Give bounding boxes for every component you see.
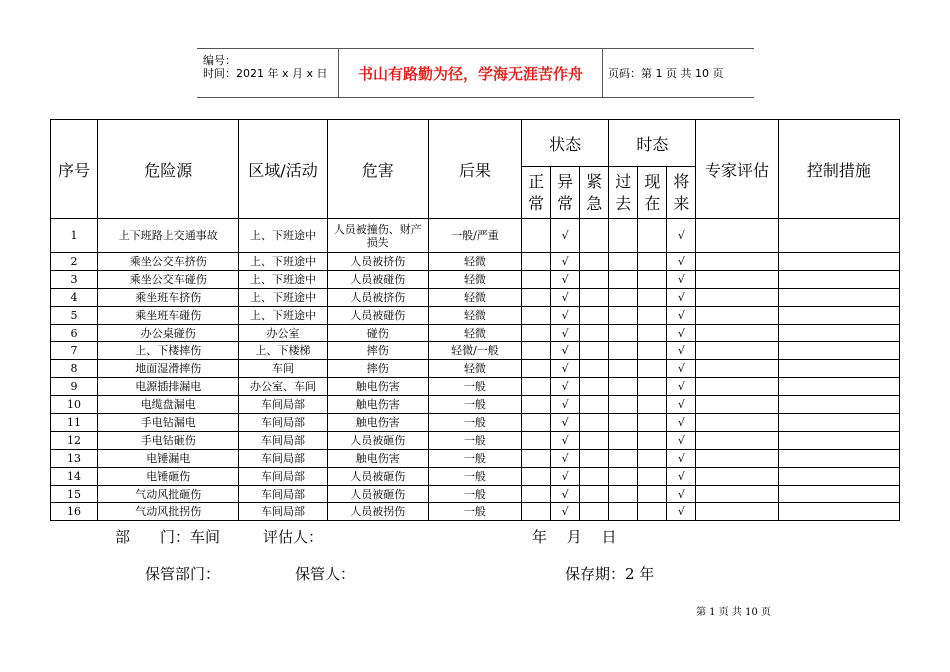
header-state-emergency: 紧急 [580, 167, 609, 219]
row-hazard: 乘坐公交车挤伤 [98, 253, 239, 271]
row-hazard: 乘坐班车碰伤 [98, 306, 239, 324]
row-no: 6 [51, 324, 98, 342]
table-row [51, 270, 900, 288]
row-hazard: 电源插排漏电 [98, 378, 239, 396]
header-state-normal: 正常 [522, 167, 551, 219]
header-tense-past: 过去 [609, 167, 638, 219]
header-state: 状态 [522, 120, 609, 167]
row-state-emergency [580, 396, 609, 414]
row-consequence: 轻微/一般 [428, 342, 521, 360]
row-state-abnormal: √ [551, 449, 580, 467]
row-state-abnormal: √ [551, 431, 580, 449]
retention-label: 保存期：2 年 [565, 565, 655, 583]
row-state-normal [522, 324, 551, 342]
row-tense-present [638, 360, 667, 378]
table-row [51, 342, 900, 360]
row-control [778, 219, 899, 253]
row-state-abnormal: √ [551, 467, 580, 485]
row-hazard: 手电钻砸伤 [98, 431, 239, 449]
row-tense-past [609, 414, 638, 432]
row-hazard: 电缆盘漏电 [98, 396, 239, 414]
row-tense-past [609, 431, 638, 449]
row-area: 车间局部 [239, 485, 327, 503]
row-area: 上、下楼梯 [239, 342, 327, 360]
row-hazard: 乘坐班车挤伤 [98, 288, 239, 306]
row-harm: 触电伤害 [327, 449, 428, 467]
row-consequence: 一般 [428, 449, 521, 467]
row-tense-present [638, 306, 667, 324]
row-tense-present [638, 378, 667, 396]
row-tense-present [638, 270, 667, 288]
row-hazard: 电锤砸伤 [98, 467, 239, 485]
row-expert [696, 414, 778, 432]
header-harm: 危害 [327, 120, 428, 219]
row-state-emergency [580, 378, 609, 396]
row-area: 上、下班途中 [239, 288, 327, 306]
table-row [51, 378, 900, 396]
row-state-emergency [580, 503, 609, 521]
row-control [778, 342, 899, 360]
row-tense-future: √ [667, 342, 696, 360]
row-control [778, 396, 899, 414]
row-state-normal [522, 342, 551, 360]
row-expert [696, 253, 778, 271]
row-tense-past [609, 306, 638, 324]
row-consequence: 轻微 [428, 360, 521, 378]
row-hazard: 电锤漏电 [98, 449, 239, 467]
number-label: 编号： [203, 54, 236, 67]
row-consequence: 一般 [428, 414, 521, 432]
header-expert: 专家评估 [696, 120, 778, 219]
header-consequence: 后果 [428, 120, 521, 219]
row-tense-future: √ [667, 324, 696, 342]
row-control [778, 253, 899, 271]
row-area: 车间局部 [239, 467, 327, 485]
row-tense-present [638, 503, 667, 521]
row-tense-present [638, 485, 667, 503]
row-hazard: 办公桌碰伤 [98, 324, 239, 342]
row-tense-future: √ [667, 431, 696, 449]
row-tense-future: √ [667, 503, 696, 521]
row-hazard: 上下班路上交通事故 [98, 219, 239, 253]
row-state-normal [522, 396, 551, 414]
row-tense-past [609, 270, 638, 288]
row-state-emergency [580, 414, 609, 432]
row-tense-past [609, 449, 638, 467]
row-harm: 人员被碰伤 [327, 306, 428, 324]
row-tense-past [609, 288, 638, 306]
row-state-normal [522, 306, 551, 324]
header-tense-present: 现在 [638, 167, 667, 219]
row-no: 3 [51, 270, 98, 288]
row-state-abnormal: √ [551, 485, 580, 503]
table-row [51, 485, 900, 503]
page-label: 页码：第 1 页 共 10 页 [608, 67, 724, 80]
row-tense-past [609, 503, 638, 521]
row-no: 12 [51, 431, 98, 449]
row-harm: 触电伤害 [327, 378, 428, 396]
header-state-abnormal: 异常 [551, 167, 580, 219]
department-label: 部 门：车间 [115, 528, 221, 546]
row-no: 16 [51, 503, 98, 521]
row-state-normal [522, 485, 551, 503]
table-row [51, 253, 900, 271]
row-expert [696, 219, 778, 253]
table-row [51, 503, 900, 521]
row-state-normal [522, 467, 551, 485]
table-row [51, 288, 900, 306]
row-no: 2 [51, 253, 98, 271]
row-state-normal [522, 431, 551, 449]
row-area: 车间局部 [239, 431, 327, 449]
table-row [51, 324, 900, 342]
row-state-normal [522, 360, 551, 378]
row-state-normal [522, 253, 551, 271]
row-tense-past [609, 324, 638, 342]
row-expert [696, 449, 778, 467]
header-hazard: 危险源 [98, 120, 239, 219]
row-control [778, 288, 899, 306]
row-state-emergency [580, 306, 609, 324]
page-number: 第 1 页 共 10 页 [696, 607, 771, 618]
row-tense-present [638, 342, 667, 360]
row-state-emergency [580, 219, 609, 253]
row-expert [696, 485, 778, 503]
row-no: 11 [51, 414, 98, 432]
row-hazard: 上、下楼摔伤 [98, 342, 239, 360]
row-harm: 人员被砸伤 [327, 485, 428, 503]
row-tense-future: √ [667, 485, 696, 503]
row-no: 7 [51, 342, 98, 360]
table-row [51, 467, 900, 485]
document-header [197, 48, 754, 98]
row-control [778, 270, 899, 288]
row-state-emergency [580, 467, 609, 485]
row-hazard: 气动风批拐伤 [98, 503, 239, 521]
header-tense: 时态 [609, 120, 696, 167]
row-no: 15 [51, 485, 98, 503]
row-tense-past [609, 467, 638, 485]
row-harm: 人员被挤伤 [327, 253, 428, 271]
row-tense-present [638, 288, 667, 306]
row-harm: 摔伤 [327, 360, 428, 378]
row-tense-present [638, 431, 667, 449]
row-state-normal [522, 219, 551, 253]
row-state-abnormal: √ [551, 253, 580, 271]
row-no: 4 [51, 288, 98, 306]
row-expert [696, 378, 778, 396]
assessor-label: 评估人： [263, 528, 324, 546]
row-consequence: 一般 [428, 396, 521, 414]
row-expert [696, 270, 778, 288]
row-control [778, 485, 899, 503]
header-tense-future: 将来 [667, 167, 696, 219]
row-tense-future: √ [667, 306, 696, 324]
row-state-emergency [580, 449, 609, 467]
row-control [778, 431, 899, 449]
row-area: 车间局部 [239, 449, 327, 467]
row-tense-past [609, 253, 638, 271]
row-state-abnormal: √ [551, 360, 580, 378]
row-tense-present [638, 467, 667, 485]
row-state-emergency [580, 431, 609, 449]
row-consequence: 一般 [428, 378, 521, 396]
row-harm: 碰伤 [327, 324, 428, 342]
row-state-emergency [580, 288, 609, 306]
row-harm: 触电伤害 [327, 414, 428, 432]
row-consequence: 轻微 [428, 253, 521, 271]
row-hazard: 手电钻漏电 [98, 414, 239, 432]
row-tense-present [638, 324, 667, 342]
row-area: 上、下班途中 [239, 270, 327, 288]
row-tense-present [638, 253, 667, 271]
row-area: 车间局部 [239, 414, 327, 432]
row-state-emergency [580, 360, 609, 378]
row-area: 车间 [239, 360, 327, 378]
header-seq: 序号 [51, 120, 98, 219]
row-no: 10 [51, 396, 98, 414]
row-expert [696, 467, 778, 485]
date-label: 年 月 日 [532, 528, 617, 546]
row-harm: 人员被砸伤 [327, 467, 428, 485]
table-row [51, 396, 900, 414]
row-state-abnormal: √ [551, 306, 580, 324]
row-expert [696, 503, 778, 521]
row-state-normal [522, 414, 551, 432]
row-consequence: 轻微 [428, 306, 521, 324]
row-state-abnormal: √ [551, 219, 580, 253]
custodian-label: 保管人： [295, 565, 356, 583]
row-tense-present [638, 414, 667, 432]
custody-dept-label: 保管部门： [145, 565, 221, 583]
row-state-normal [522, 270, 551, 288]
row-hazard: 乘坐公交车碰伤 [98, 270, 239, 288]
row-expert [696, 396, 778, 414]
row-harm: 人员被砸伤 [327, 431, 428, 449]
row-tense-future: √ [667, 360, 696, 378]
hazard-table [50, 119, 900, 521]
row-area: 办公室、车间 [239, 378, 327, 396]
header-area: 区域/活动 [239, 120, 327, 219]
row-expert [696, 306, 778, 324]
row-consequence: 一般/严重 [428, 219, 521, 253]
row-harm: 人员被拐伤 [327, 503, 428, 521]
row-control [778, 324, 899, 342]
row-state-emergency [580, 270, 609, 288]
row-state-abnormal: √ [551, 414, 580, 432]
row-tense-present [638, 449, 667, 467]
row-state-normal [522, 449, 551, 467]
row-area: 上、下班途中 [239, 306, 327, 324]
row-no: 8 [51, 360, 98, 378]
row-state-emergency [580, 253, 609, 271]
row-consequence: 一般 [428, 503, 521, 521]
row-tense-future: √ [667, 219, 696, 253]
row-no: 14 [51, 467, 98, 485]
table-row [51, 431, 900, 449]
row-consequence: 轻微 [428, 270, 521, 288]
row-tense-past [609, 360, 638, 378]
row-expert [696, 360, 778, 378]
row-area: 车间局部 [239, 396, 327, 414]
row-area: 上、下班途中 [239, 253, 327, 271]
row-tense-future: √ [667, 270, 696, 288]
row-tense-present [638, 219, 667, 253]
motto: 书山有路勤为径，学海无涯苦作舟 [338, 49, 603, 97]
row-tense-future: √ [667, 396, 696, 414]
row-control [778, 503, 899, 521]
row-consequence: 轻微 [428, 288, 521, 306]
row-state-emergency [580, 324, 609, 342]
table-row [51, 414, 900, 432]
row-tense-future: √ [667, 414, 696, 432]
row-hazard: 地面湿滑摔伤 [98, 360, 239, 378]
row-tense-past [609, 219, 638, 253]
row-no: 13 [51, 449, 98, 467]
row-tense-past [609, 378, 638, 396]
row-area: 上、下班途中 [239, 219, 327, 253]
row-consequence: 一般 [428, 431, 521, 449]
row-state-emergency [580, 485, 609, 503]
row-expert [696, 288, 778, 306]
row-area: 办公室 [239, 324, 327, 342]
row-consequence: 一般 [428, 467, 521, 485]
row-expert [696, 324, 778, 342]
row-no: 5 [51, 306, 98, 324]
table-row [51, 449, 900, 467]
row-control [778, 306, 899, 324]
row-no: 1 [51, 219, 98, 253]
row-tense-past [609, 342, 638, 360]
row-no: 9 [51, 378, 98, 396]
row-state-normal [522, 378, 551, 396]
table-body [51, 219, 900, 521]
table-row [51, 219, 900, 253]
row-tense-future: √ [667, 378, 696, 396]
header-control: 控制措施 [778, 120, 899, 219]
row-harm: 人员被挤伤 [327, 288, 428, 306]
row-state-abnormal: √ [551, 503, 580, 521]
row-consequence: 轻微 [428, 324, 521, 342]
row-state-abnormal: √ [551, 342, 580, 360]
row-state-emergency [580, 342, 609, 360]
row-state-abnormal: √ [551, 270, 580, 288]
row-tense-future: √ [667, 288, 696, 306]
row-tense-future: √ [667, 449, 696, 467]
row-state-abnormal: √ [551, 288, 580, 306]
row-harm: 触电伤害 [327, 396, 428, 414]
row-harm: 摔伤 [327, 342, 428, 360]
row-tense-past [609, 485, 638, 503]
row-tense-future: √ [667, 467, 696, 485]
row-control [778, 360, 899, 378]
row-tense-present [638, 396, 667, 414]
row-area: 车间局部 [239, 503, 327, 521]
header-row-top [51, 120, 900, 167]
row-control [778, 414, 899, 432]
row-state-normal [522, 288, 551, 306]
row-harm: 人员被撞伤、财产损失 [327, 219, 428, 253]
row-expert [696, 342, 778, 360]
table-row [51, 306, 900, 324]
row-hazard: 气动风批砸伤 [98, 485, 239, 503]
row-expert [696, 431, 778, 449]
row-control [778, 467, 899, 485]
table-row [51, 360, 900, 378]
header-meta [197, 49, 338, 97]
row-control [778, 378, 899, 396]
time-label: 时间：2021 年 x 月 x 日 [203, 67, 328, 80]
row-state-abnormal: √ [551, 396, 580, 414]
row-harm: 人员被碰伤 [327, 270, 428, 288]
row-state-abnormal: √ [551, 378, 580, 396]
row-tense-past [609, 396, 638, 414]
row-state-abnormal: √ [551, 324, 580, 342]
row-tense-future: √ [667, 253, 696, 271]
row-control [778, 449, 899, 467]
row-state-normal [522, 503, 551, 521]
row-consequence: 一般 [428, 485, 521, 503]
